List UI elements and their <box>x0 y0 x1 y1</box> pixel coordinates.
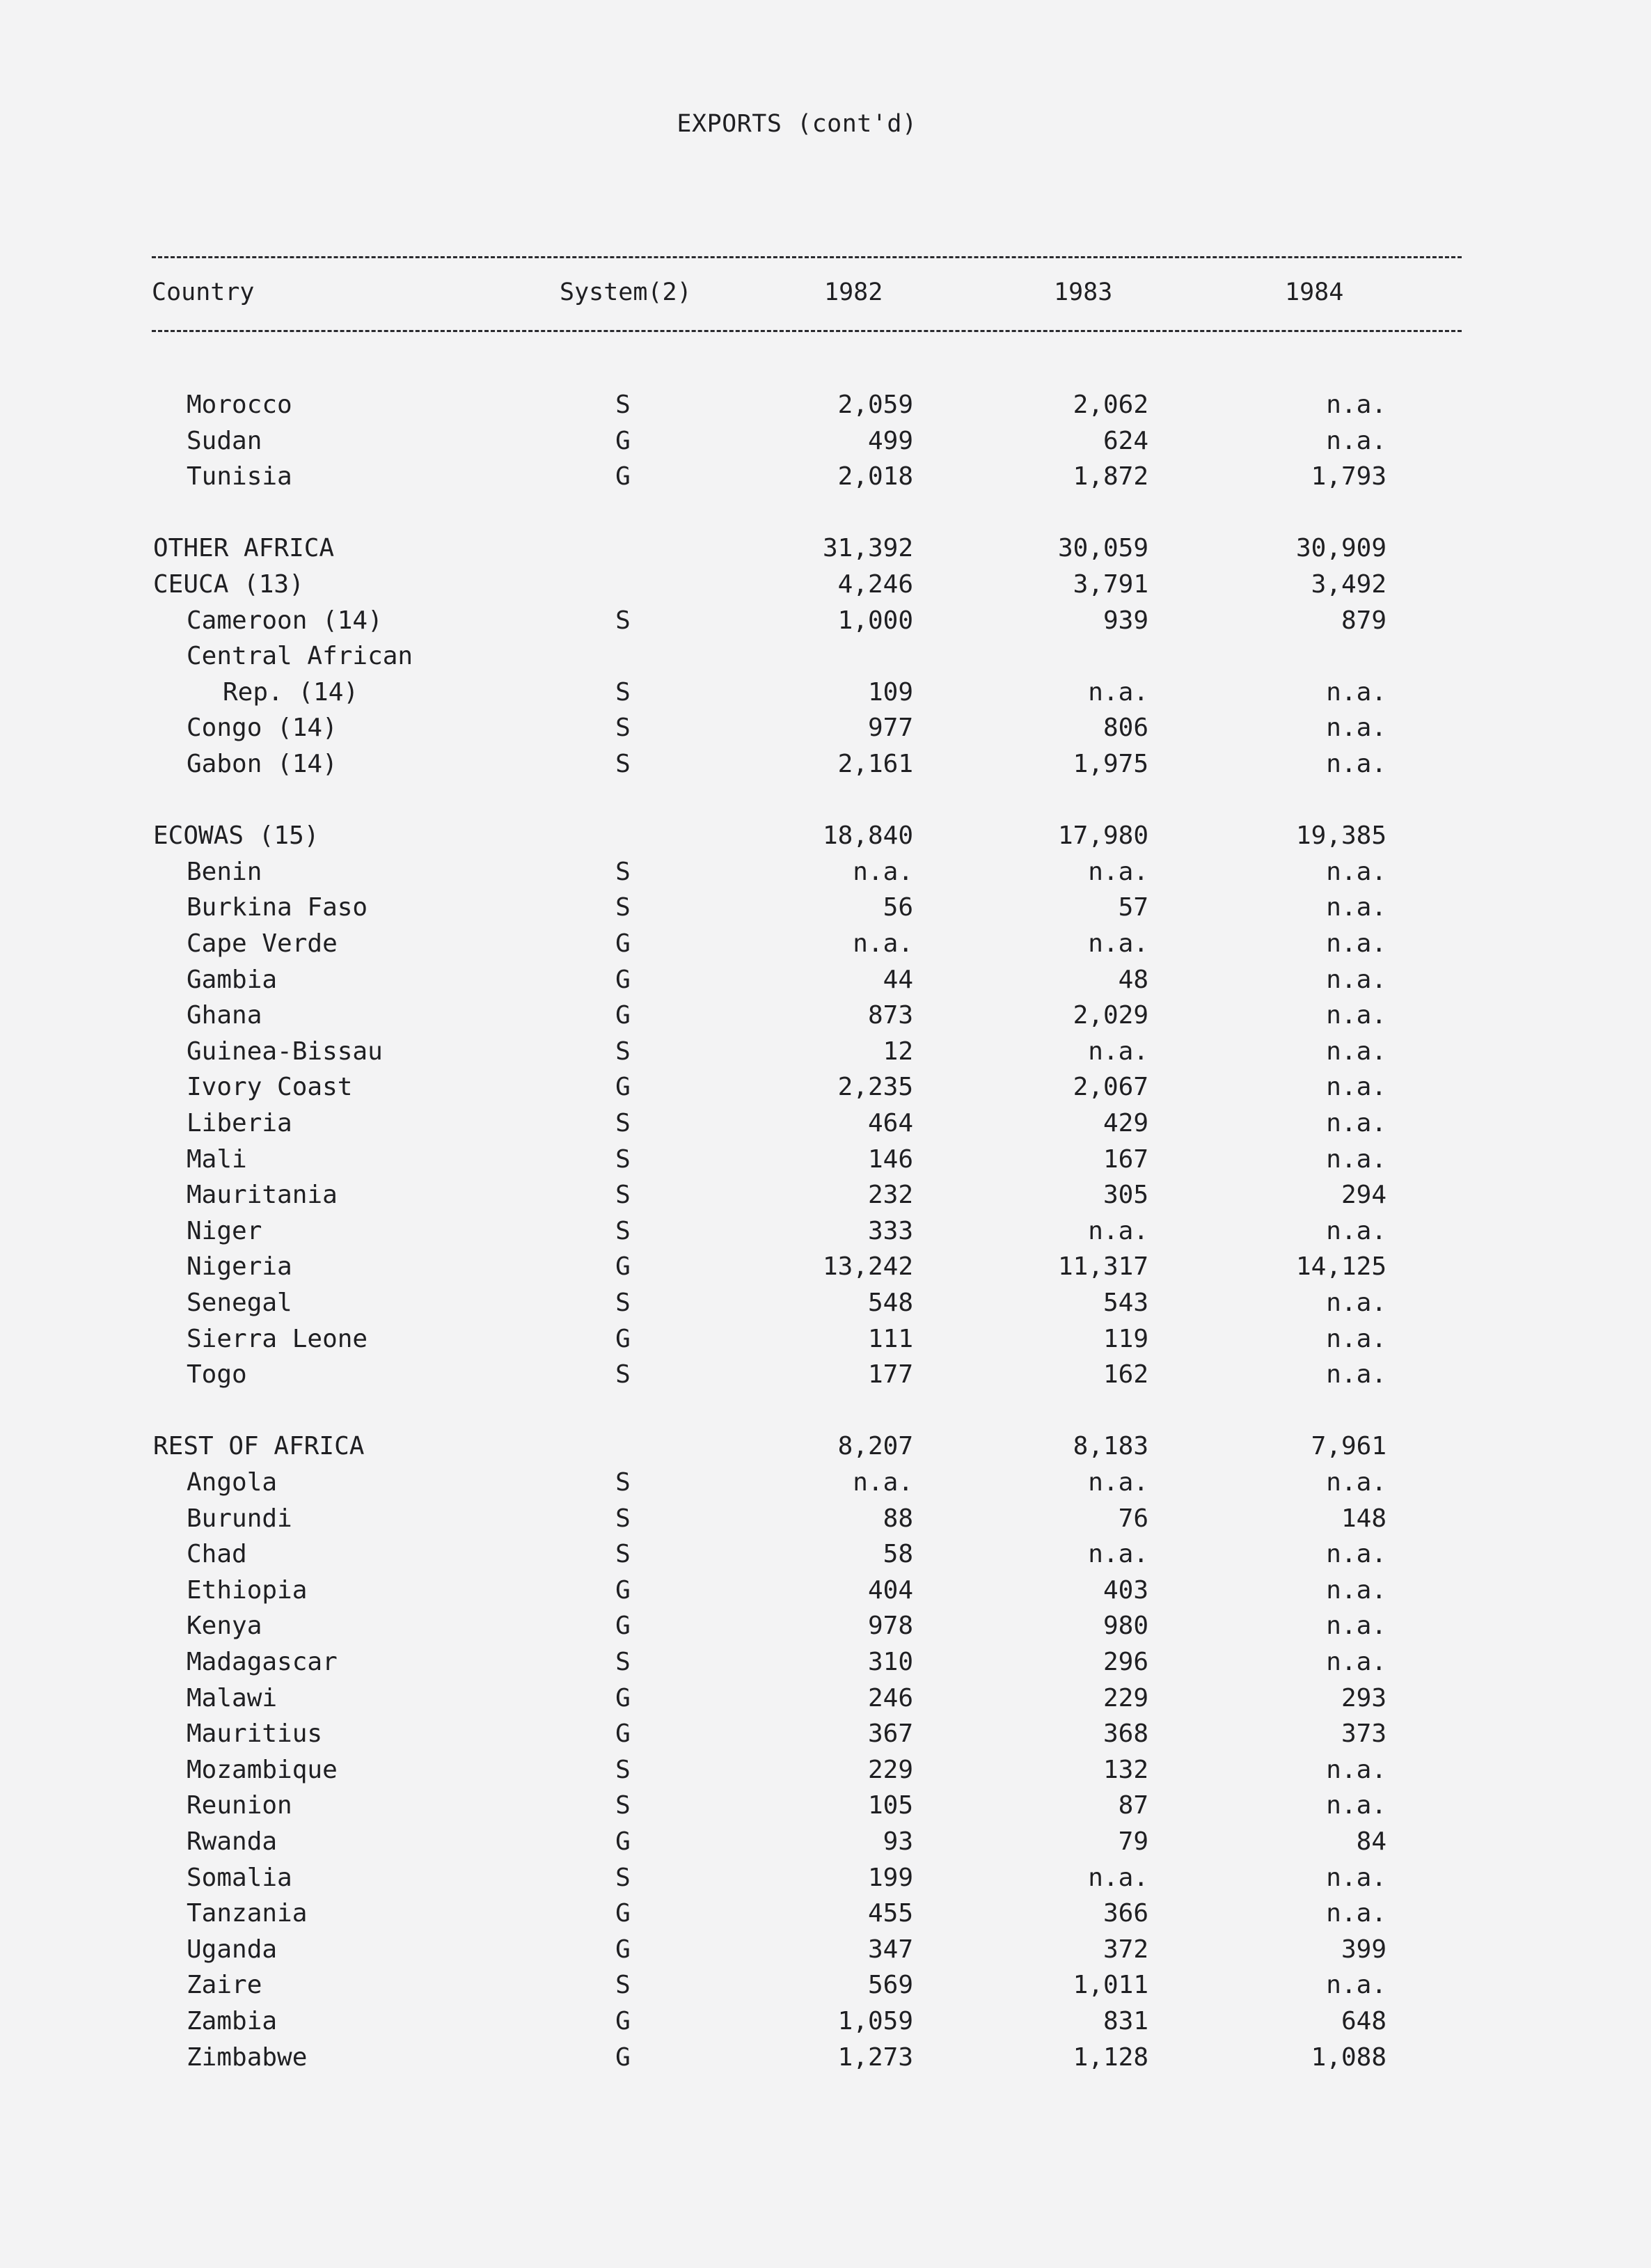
system-cell: G <box>615 965 631 994</box>
value-1983-cell: 3,791 <box>1073 570 1148 599</box>
value-1984-cell: n.a. <box>1326 1324 1387 1353</box>
value-1982-cell: 146 <box>867 1144 913 1174</box>
system-cell: G <box>615 1899 631 1928</box>
value-1982-cell: 499 <box>867 426 913 455</box>
value-1984-cell: 30,909 <box>1295 534 1387 563</box>
system-cell: G <box>615 1935 631 1964</box>
value-1984-cell: n.a. <box>1326 965 1387 994</box>
country-cell: Cameroon (14) <box>187 606 383 635</box>
country-cell: Cape Verde <box>187 929 338 958</box>
table-row <box>0 495 1651 531</box>
table-row <box>0 2040 1651 2076</box>
value-1983-cell: 624 <box>1103 426 1148 455</box>
value-1983-cell: n.a. <box>1088 1863 1148 1892</box>
table-row <box>0 387 1651 423</box>
table-row <box>0 1644 1651 1680</box>
system-cell: S <box>615 1791 631 1820</box>
table-row <box>0 1177 1651 1213</box>
table-row <box>0 782 1651 819</box>
system-cell: G <box>615 1683 631 1712</box>
table-row <box>0 1896 1651 1932</box>
country-cell: Malawi <box>187 1683 278 1712</box>
value-1982-cell: 2,161 <box>837 750 913 778</box>
value-1984-cell: n.a. <box>1326 893 1387 922</box>
value-1983-cell: n.a. <box>1088 1468 1148 1497</box>
value-1984-cell: 1,088 <box>1311 2042 1387 2072</box>
value-1984-cell: 148 <box>1341 1504 1387 1533</box>
value-1984-cell: n.a. <box>1326 1755 1387 1784</box>
value-1982-cell: 105 <box>867 1791 913 1820</box>
country-cell: Central African <box>187 642 413 671</box>
value-1983-cell: n.a. <box>1088 1216 1148 1245</box>
system-cell: S <box>615 1289 631 1317</box>
table-row <box>0 1788 1651 1824</box>
system-cell: S <box>615 1360 631 1389</box>
country-cell: Mauritania <box>187 1181 338 1210</box>
value-1982-cell: 333 <box>867 1216 913 1245</box>
value-1982-cell: 569 <box>867 1971 913 2000</box>
header-system: System(2) <box>560 278 692 306</box>
country-cell: Gambia <box>187 965 278 994</box>
value-1982-cell: 177 <box>867 1360 913 1389</box>
page-title: EXPORTS (cont'd) <box>677 110 917 138</box>
value-1984-cell: n.a. <box>1326 750 1387 778</box>
country-cell: Tanzania <box>187 1899 308 1928</box>
table-row <box>0 1536 1651 1573</box>
table-row <box>0 1249 1651 1285</box>
table-row <box>0 1932 1651 1968</box>
value-1983-cell: 162 <box>1103 1360 1148 1389</box>
country-cell: Senegal <box>187 1289 292 1317</box>
value-1982-cell: 455 <box>867 1899 913 1928</box>
value-1983-cell: 806 <box>1103 714 1148 743</box>
country-cell: Ethiopia <box>187 1575 308 1605</box>
country-cell: OTHER AFRICA <box>153 534 335 563</box>
table-row <box>0 1465 1651 1501</box>
country-cell: Congo (14) <box>187 714 338 743</box>
value-1982-cell: 347 <box>867 1935 913 1964</box>
country-cell: Somalia <box>187 1863 292 1892</box>
value-1984-cell: n.a. <box>1326 1289 1387 1317</box>
value-1984-cell: n.a. <box>1326 714 1387 743</box>
table-row <box>0 1321 1651 1357</box>
value-1982-cell: 56 <box>883 893 913 922</box>
country-cell: Mali <box>187 1144 247 1174</box>
country-cell: Zaire <box>187 1971 262 2000</box>
value-1984-cell: 7,961 <box>1311 1432 1387 1461</box>
table-row <box>0 423 1651 459</box>
table-row <box>0 1213 1651 1250</box>
value-1982-cell: n.a. <box>853 929 913 958</box>
country-cell: Togo <box>187 1360 247 1389</box>
table-row <box>0 854 1651 890</box>
table-row <box>0 746 1651 782</box>
value-1982-cell: 88 <box>883 1504 913 1533</box>
value-1983-cell: 8,183 <box>1073 1432 1148 1461</box>
value-1982-cell: 4,246 <box>837 570 913 599</box>
value-1982-cell: 2,018 <box>837 462 913 491</box>
country-cell: Mozambique <box>187 1755 338 1784</box>
table-row <box>0 459 1651 495</box>
value-1983-cell: 368 <box>1103 1719 1148 1749</box>
value-1982-cell: 44 <box>883 965 913 994</box>
value-1984-cell: 293 <box>1341 1683 1387 1712</box>
country-cell: Rep. (14) <box>223 677 359 707</box>
header-country: Country <box>152 278 255 306</box>
value-1983-cell: 305 <box>1103 1181 1148 1210</box>
value-1984-cell: n.a. <box>1326 1540 1387 1569</box>
system-cell: S <box>615 1181 631 1210</box>
system-cell: G <box>615 2007 631 2035</box>
country-cell: Guinea-Bissau <box>187 1037 383 1066</box>
value-1983-cell: n.a. <box>1088 1540 1148 1569</box>
value-1982-cell: 548 <box>867 1289 913 1317</box>
system-cell: S <box>615 1144 631 1174</box>
header-1983: 1983 <box>1054 278 1113 306</box>
country-cell: Uganda <box>187 1935 278 1964</box>
value-1984-cell: 19,385 <box>1295 821 1387 851</box>
value-1982-cell: 232 <box>867 1181 913 1210</box>
system-cell: G <box>615 1612 631 1641</box>
value-1983-cell: 167 <box>1103 1144 1148 1174</box>
value-1983-cell: 76 <box>1118 1504 1148 1533</box>
value-1984-cell: 399 <box>1341 1935 1387 1964</box>
table-row <box>0 1716 1651 1752</box>
value-1982-cell: 310 <box>867 1648 913 1676</box>
value-1982-cell: 1,273 <box>837 2042 913 2072</box>
value-1983-cell: 11,317 <box>1057 1252 1148 1282</box>
value-1984-cell: n.a. <box>1326 1468 1387 1497</box>
system-cell: G <box>615 426 631 455</box>
value-1983-cell: 30,059 <box>1057 534 1148 563</box>
value-1984-cell: 14,125 <box>1295 1252 1387 1282</box>
value-1982-cell: 2,059 <box>837 391 913 419</box>
system-cell: G <box>615 1001 631 1030</box>
country-cell: Tunisia <box>187 462 292 491</box>
value-1984-cell: n.a. <box>1326 1037 1387 1066</box>
value-1982-cell: 978 <box>867 1612 913 1641</box>
value-1984-cell: n.a. <box>1326 677 1387 707</box>
system-cell: G <box>615 1575 631 1605</box>
table-row <box>0 710 1651 746</box>
value-1984-cell: n.a. <box>1326 426 1387 455</box>
value-1982-cell: 93 <box>883 1827 913 1856</box>
value-1982-cell: n.a. <box>853 1468 913 1497</box>
country-cell: CEUCA (13) <box>153 570 304 599</box>
table-row <box>0 1142 1651 1178</box>
table-row <box>0 1860 1651 1896</box>
value-1982-cell: 404 <box>867 1575 913 1605</box>
system-cell: S <box>615 1504 631 1533</box>
value-1982-cell: 464 <box>867 1109 913 1137</box>
system-cell: G <box>615 929 631 958</box>
table-row <box>0 1752 1651 1788</box>
table-row <box>0 1034 1651 1070</box>
top-rule <box>152 256 1462 258</box>
country-cell: Angola <box>187 1468 278 1497</box>
country-cell: Mauritius <box>187 1719 323 1749</box>
table-row <box>0 1680 1651 1717</box>
country-cell: Ghana <box>187 1001 262 1030</box>
country-cell: Gabon (14) <box>187 750 338 778</box>
value-1984-cell: 294 <box>1341 1181 1387 1210</box>
country-cell: Burundi <box>187 1504 292 1533</box>
country-cell: Kenya <box>187 1612 262 1641</box>
system-cell: S <box>615 1755 631 1784</box>
country-cell: Madagascar <box>187 1648 338 1676</box>
value-1983-cell: 980 <box>1103 1612 1148 1641</box>
value-1984-cell: 84 <box>1356 1827 1387 1856</box>
country-cell: Chad <box>187 1540 247 1569</box>
value-1983-cell: 939 <box>1103 606 1148 635</box>
header-1982: 1982 <box>824 278 883 306</box>
value-1982-cell: n.a. <box>853 857 913 886</box>
system-cell: S <box>615 677 631 707</box>
value-1983-cell: n.a. <box>1088 1037 1148 1066</box>
system-cell: S <box>615 750 631 778</box>
value-1984-cell: n.a. <box>1326 929 1387 958</box>
table-row <box>0 603 1651 639</box>
value-1984-cell: n.a. <box>1326 1073 1387 1102</box>
system-cell: S <box>615 1863 631 1892</box>
value-1984-cell: 648 <box>1341 2007 1387 2035</box>
table-row <box>0 1967 1651 2003</box>
value-1983-cell: n.a. <box>1088 677 1148 707</box>
system-cell: G <box>615 1324 631 1353</box>
system-cell: G <box>615 1252 631 1282</box>
country-cell: REST OF AFRICA <box>153 1432 365 1461</box>
table-row <box>0 926 1651 962</box>
value-1983-cell: n.a. <box>1088 857 1148 886</box>
value-1984-cell: n.a. <box>1326 1216 1387 1245</box>
value-1984-cell: 3,492 <box>1311 570 1387 599</box>
value-1983-cell: 296 <box>1103 1648 1148 1676</box>
value-1983-cell: 2,062 <box>1073 391 1148 419</box>
table-row <box>0 1285 1651 1321</box>
system-cell: S <box>615 1216 631 1245</box>
value-1982-cell: 977 <box>867 714 913 743</box>
value-1984-cell: n.a. <box>1326 1791 1387 1820</box>
value-1983-cell: 1,011 <box>1073 1971 1148 2000</box>
value-1983-cell: 17,980 <box>1057 821 1148 851</box>
value-1982-cell: 8,207 <box>837 1432 913 1461</box>
table-row <box>0 1393 1651 1429</box>
country-cell: Zambia <box>187 2007 278 2035</box>
system-cell: S <box>615 1468 631 1497</box>
table-row <box>0 890 1651 926</box>
table-row <box>0 1105 1651 1142</box>
country-cell: Sudan <box>187 426 262 455</box>
country-cell: Benin <box>187 857 262 886</box>
value-1983-cell: 229 <box>1103 1683 1148 1712</box>
table-row <box>0 818 1651 854</box>
value-1983-cell: 132 <box>1103 1755 1148 1784</box>
value-1984-cell: n.a. <box>1326 1360 1387 1389</box>
system-cell: S <box>615 606 631 635</box>
header-rule <box>152 330 1462 332</box>
table-row <box>0 1069 1651 1105</box>
system-cell: S <box>615 893 631 922</box>
system-cell: S <box>615 1037 631 1066</box>
country-cell: Morocco <box>187 391 292 419</box>
value-1983-cell: 119 <box>1103 1324 1148 1353</box>
value-1983-cell: 1,975 <box>1073 750 1148 778</box>
header-1984: 1984 <box>1285 278 1344 306</box>
system-cell: S <box>615 714 631 743</box>
value-1982-cell: 229 <box>867 1755 913 1784</box>
system-cell: S <box>615 1971 631 2000</box>
system-cell: G <box>615 462 631 491</box>
value-1984-cell: 1,793 <box>1311 462 1387 491</box>
value-1983-cell: 1,128 <box>1073 2042 1148 2072</box>
table-row <box>0 1428 1651 1465</box>
value-1984-cell: n.a. <box>1326 1144 1387 1174</box>
table-row <box>0 1357 1651 1393</box>
country-cell: Rwanda <box>187 1827 278 1856</box>
value-1983-cell: 2,029 <box>1073 1001 1148 1030</box>
value-1982-cell: 31,392 <box>822 534 913 563</box>
value-1983-cell: 366 <box>1103 1899 1148 1928</box>
value-1983-cell: 372 <box>1103 1935 1148 1964</box>
value-1984-cell: n.a. <box>1326 1648 1387 1676</box>
value-1982-cell: 58 <box>883 1540 913 1569</box>
value-1984-cell: n.a. <box>1326 1001 1387 1030</box>
system-cell: S <box>615 1540 631 1569</box>
value-1982-cell: 367 <box>867 1719 913 1749</box>
country-cell: Sierra Leone <box>187 1324 368 1353</box>
system-cell: S <box>615 857 631 886</box>
value-1983-cell: 403 <box>1103 1575 1148 1605</box>
value-1982-cell: 873 <box>867 1001 913 1030</box>
value-1984-cell: 373 <box>1341 1719 1387 1749</box>
country-cell: Zimbabwe <box>187 2042 308 2072</box>
value-1984-cell: n.a. <box>1326 1612 1387 1641</box>
table-row <box>0 675 1651 711</box>
country-cell: ECOWAS (15) <box>153 821 319 851</box>
value-1982-cell: 199 <box>867 1863 913 1892</box>
country-cell: Burkina Faso <box>187 893 368 922</box>
table-row <box>0 2003 1651 2040</box>
value-1983-cell: 57 <box>1118 893 1148 922</box>
value-1983-cell: 48 <box>1118 965 1148 994</box>
table-row <box>0 998 1651 1034</box>
system-cell: G <box>615 1827 631 1856</box>
value-1984-cell: n.a. <box>1326 1863 1387 1892</box>
table-row <box>0 1501 1651 1537</box>
system-cell: G <box>615 1719 631 1749</box>
system-cell: S <box>615 1648 631 1676</box>
value-1983-cell: 543 <box>1103 1289 1148 1317</box>
system-cell: G <box>615 1073 631 1102</box>
value-1983-cell: 831 <box>1103 2007 1148 2035</box>
value-1983-cell: 79 <box>1118 1827 1148 1856</box>
country-cell: Nigeria <box>187 1252 292 1282</box>
system-cell: G <box>615 2042 631 2072</box>
value-1982-cell: 12 <box>883 1037 913 1066</box>
table-row <box>0 1573 1651 1609</box>
value-1983-cell: n.a. <box>1088 929 1148 958</box>
value-1982-cell: 1,059 <box>837 2007 913 2035</box>
value-1983-cell: 87 <box>1118 1791 1148 1820</box>
table-row <box>0 567 1651 603</box>
value-1982-cell: 18,840 <box>822 821 913 851</box>
value-1982-cell: 1,000 <box>837 606 913 635</box>
system-cell: S <box>615 1109 631 1137</box>
value-1982-cell: 111 <box>867 1324 913 1353</box>
value-1983-cell: 1,872 <box>1073 462 1148 491</box>
value-1984-cell: n.a. <box>1326 1899 1387 1928</box>
value-1984-cell: n.a. <box>1326 1109 1387 1137</box>
value-1982-cell: 13,242 <box>822 1252 913 1282</box>
value-1984-cell: n.a. <box>1326 391 1387 419</box>
value-1984-cell: n.a. <box>1326 1971 1387 2000</box>
table-row <box>0 638 1651 675</box>
country-cell: Reunion <box>187 1791 292 1820</box>
value-1984-cell: 879 <box>1341 606 1387 635</box>
country-cell: Liberia <box>187 1109 292 1137</box>
value-1982-cell: 246 <box>867 1683 913 1712</box>
table-row <box>0 1824 1651 1860</box>
value-1984-cell: n.a. <box>1326 1575 1387 1605</box>
system-cell: S <box>615 391 631 419</box>
value-1983-cell: 429 <box>1103 1109 1148 1137</box>
table-row <box>0 962 1651 998</box>
value-1984-cell: n.a. <box>1326 857 1387 886</box>
value-1982-cell: 109 <box>867 677 913 707</box>
table-row <box>0 530 1651 567</box>
value-1983-cell: 2,067 <box>1073 1073 1148 1102</box>
country-cell: Niger <box>187 1216 262 1245</box>
table-row <box>0 1608 1651 1644</box>
value-1982-cell: 2,235 <box>837 1073 913 1102</box>
country-cell: Ivory Coast <box>187 1073 353 1102</box>
